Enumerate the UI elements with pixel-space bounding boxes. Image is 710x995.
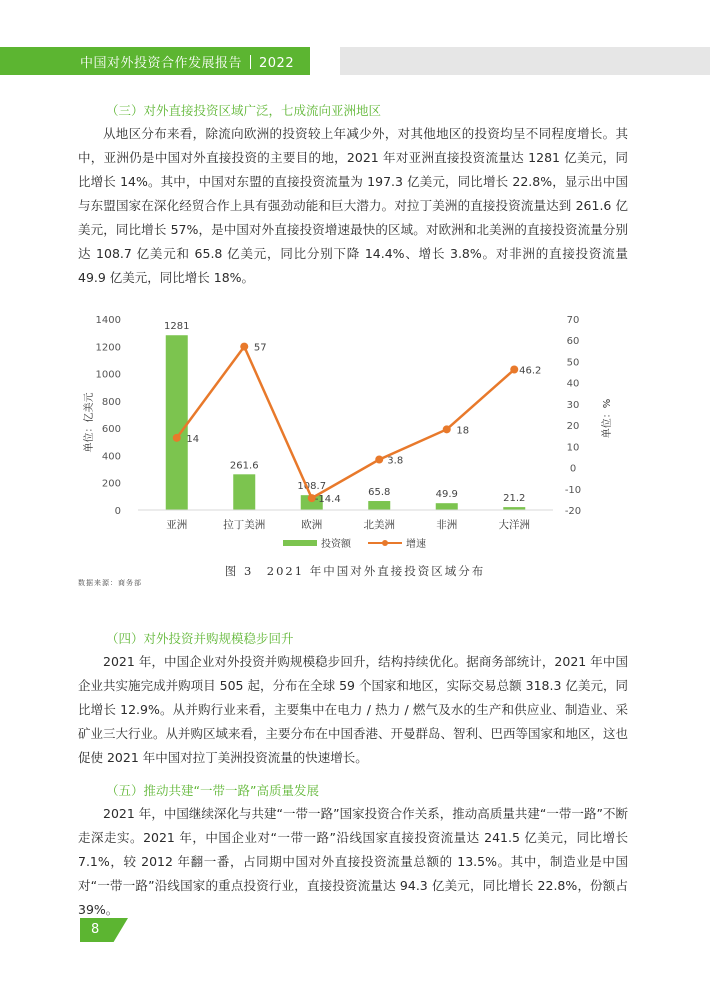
y-left-tick-label: 0 [114, 506, 121, 517]
x-tick-label: 欧洲 [301, 519, 323, 531]
y-right-axis-title: 单位：% [602, 398, 613, 439]
section-paragraph-4: 2021 年，中国企业对外投资并购规模稳步回升，结构持续优化。据商务部统计，2021 年中国企业共实施完成并购项目 505 起，分布在全球 59 个国家和地区，实际交易总额 318.3 亿美元，同比增长 12.9%。从并购行业来看，主要集中在电力 / 热力 / 燃气及水的生产和供应业、制造业、采矿业三大行业。从并购区域来看，主要分布在中国香港、开曼群岛、智利、巴西等国家和地区，这也促使 2021 年中国对拉丁美洲投资流量的快速增长。 [78, 654, 629, 765]
y-left-tick-label: 1200 [95, 342, 121, 354]
growth-point-5 [443, 425, 451, 433]
growth-line [177, 347, 515, 499]
y-right-tick-label: 20 [566, 421, 580, 433]
growth-point-1 [173, 434, 181, 442]
y-right-tick-label: 50 [566, 357, 580, 369]
y-left-tick-label: 1000 [95, 369, 121, 381]
x-tick-label: 拉丁美洲 [223, 519, 266, 531]
legend-line-label: 增速 [406, 539, 426, 550]
source-note: 数据来源：商务部 [78, 579, 142, 587]
section-paragraph-3: 从地区分布来看，除流向欧洲的投资较上年减少外，对其他地区的投资均呈不同程度增长。其中，亚洲仍是中国对外直接投资的主要目的地，2021 年对亚洲直接投资流量达 1281 亿美元，同比增长 14%。其中，中国对东盟的直接投资流量为 197.3 亿美元，同比增长 22.8%，显示出中国与东盟国家在深化经贸合作上具有强劲动能和巨大潜力。对拉丁美洲的直接投资流量达到 261.6 亿美元，同比增长 57%，是中国对外直接投资增速最快的区域。对欧洲和北美洲的直接投资流量分别达 108.7 亿美元和 65.8 亿美元，同比分别下降 14.4%、增长 3.8%。对非洲的直接投资流量 49.9 亿美元，同比增长 18%。 [78, 126, 628, 285]
x-tick-label: 大洋洲 [498, 519, 530, 531]
y-left-tick-label: 600 [101, 424, 121, 436]
growth-value-label: 57 [253, 342, 267, 354]
y-right-tick-label: -20 [564, 506, 582, 517]
growth-value-label: 46.2 [519, 365, 542, 377]
bar-value-label: 65.8 [368, 487, 391, 499]
bar-2 [233, 474, 255, 510]
growth-point-4 [375, 455, 383, 463]
figure-caption: 图 3 2021 年中国对外直接投资区域分布 [224, 564, 486, 578]
y-left-tick-label: 200 [101, 478, 121, 490]
y-right-tick-label: 30 [566, 399, 580, 411]
y-right-tick-label: -10 [564, 484, 582, 496]
legend-bar-swatch [283, 540, 317, 546]
header-divider [250, 55, 251, 69]
bar-value-label: 1281 [164, 321, 190, 333]
x-tick-label: 亚洲 [166, 519, 188, 531]
growth-value-label: 18 [456, 425, 470, 437]
legend-bar-label: 投资额 [321, 539, 351, 550]
report-year: 2022 [259, 56, 295, 71]
growth-value-label: -14.4 [314, 494, 341, 506]
bar-value-label: 108.7 [297, 481, 327, 493]
y-right-tick-label: 0 [569, 463, 577, 475]
x-tick-label: 非洲 [436, 519, 458, 531]
growth-value-label: 14 [186, 433, 200, 445]
header-gray-band [340, 47, 710, 75]
y-right-tick-label: 10 [566, 442, 580, 454]
chart-svg [78, 305, 628, 555]
page-number: 8 [91, 922, 100, 937]
y-right-tick-label: 70 [566, 315, 580, 326]
bar-value-label: 21.2 [503, 493, 526, 505]
section-heading-4: （四）对外投资并购规模稳步回升 [106, 631, 294, 646]
section-paragraph-5: 2021 年，中国继续深化与共建“一带一路”国家投资合作关系，推动高质量共建“一带一路”不断走深走实。2021 年，中国企业对“一带一路”沿线国家直接投资流量达 241.5 亿美元，同比增长 7.1%，较 2012 年翻一番，占同期中国对外直接投资流量总额的 13.5%。其中，制造业是中国对“一带一路”沿线国家的重点投资行业，直接投资流量达 94.3 亿美元，同比增长 22.8%，份额占 39%。 [78, 806, 628, 917]
growth-point-2 [240, 343, 248, 351]
y-left-tick-label: 1400 [95, 315, 121, 326]
bar-1 [166, 335, 188, 510]
y-left-tick-label: 800 [101, 396, 121, 408]
bar-value-label: 261.6 [229, 460, 259, 472]
bar-4 [368, 501, 390, 510]
y-right-tick-label: 60 [566, 336, 580, 348]
report-header [80, 52, 294, 71]
region-investment-chart [78, 305, 628, 555]
report-title: 中国对外投资合作发展报告 [80, 56, 243, 71]
y-left-axis-title: 单位：亿美元 [84, 392, 95, 453]
y-right-tick-label: 40 [566, 378, 580, 390]
growth-point-6 [510, 366, 518, 374]
y-left-tick-label: 400 [101, 451, 121, 463]
x-tick-label: 北美洲 [363, 519, 395, 531]
bar-5 [436, 503, 458, 510]
growth-value-label: 3.8 [387, 455, 404, 467]
page-number-tab [80, 918, 128, 942]
section-heading-3: （三）对外直接投资区域广泛，七成流向亚洲地区 [106, 103, 382, 118]
legend-line-marker [382, 540, 388, 546]
section-heading-5: （五）推动共建“一带一路”高质量发展 [106, 783, 319, 798]
bar-value-label: 49.9 [435, 489, 458, 501]
